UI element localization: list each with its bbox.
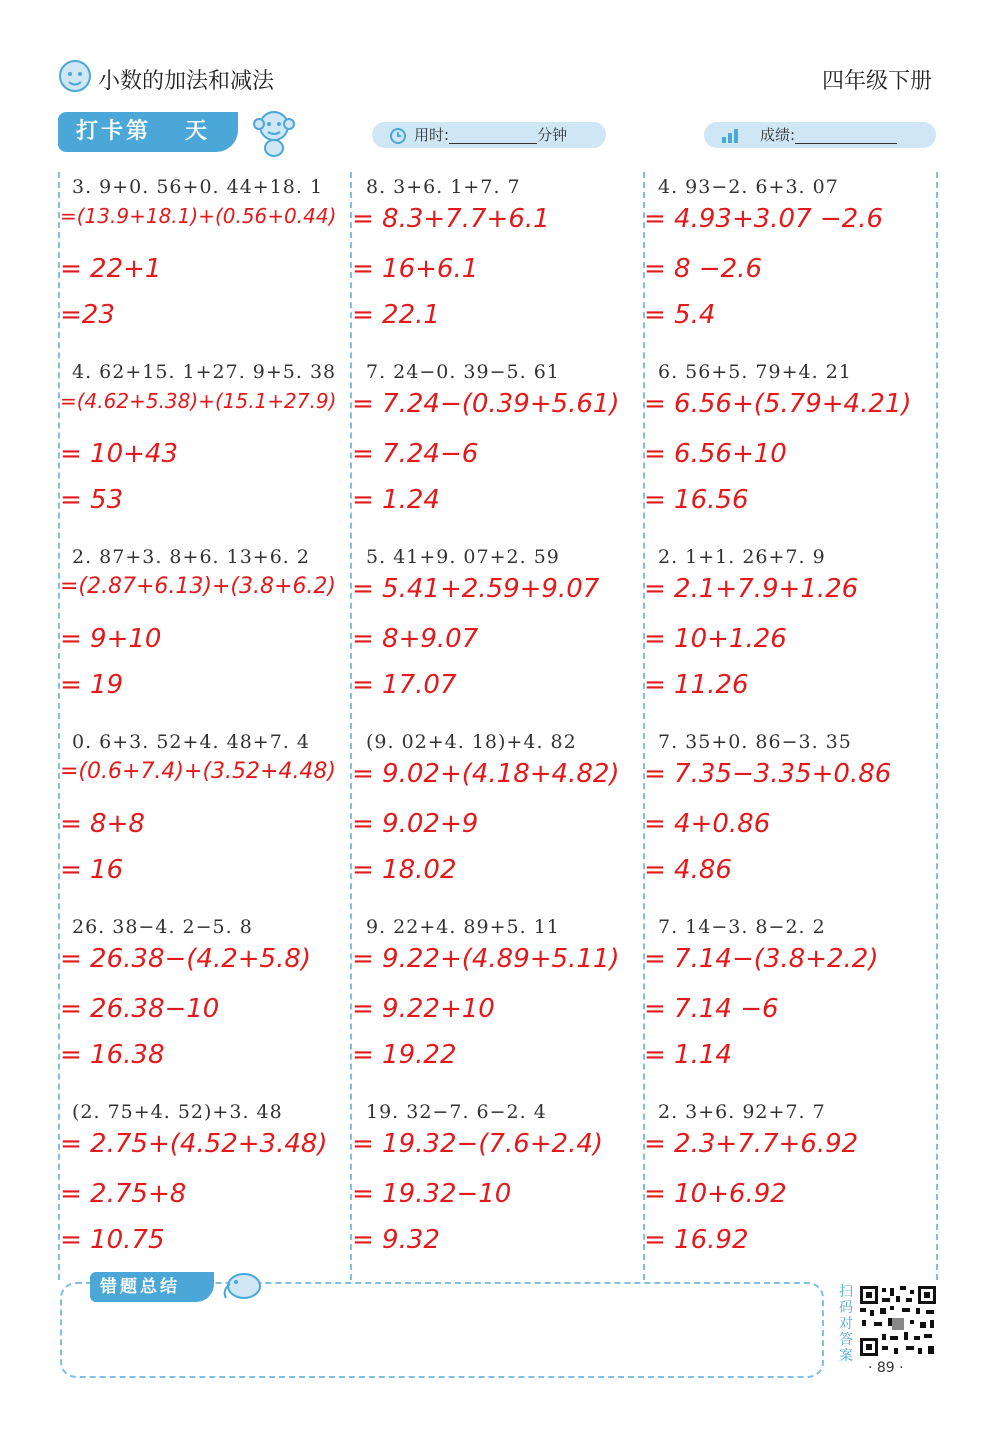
handwritten-step: = 19.32−10: [352, 1179, 512, 1209]
problem-item: [352, 916, 632, 1070]
handwritten-step: =(13.9+18.1)+(0.56+0.44): [60, 204, 337, 228]
column-divider: [936, 172, 938, 1280]
mistake-summary-label: 错题总结: [90, 1272, 214, 1302]
problem-item: [352, 361, 632, 515]
problem-item: [60, 546, 340, 700]
handwritten-step: = 26.38−10: [60, 994, 220, 1024]
checkin-label-suffix: 天: [185, 119, 211, 144]
problem-item: [60, 731, 340, 885]
handwritten-step: = 7.35−3.35+0.86: [644, 759, 892, 789]
handwritten-step: = 4.93+3.07 −2.6: [644, 204, 884, 234]
handwritten-step: = 6.56+(5.79+4.21): [644, 389, 912, 419]
handwritten-step: = 19: [60, 670, 124, 700]
handwritten-step: = 9.22+10: [352, 994, 495, 1024]
handwritten-step: = 7.14 −6: [644, 994, 779, 1024]
handwritten-step: = 5.4: [644, 300, 716, 330]
handwritten-step: = 4+0.86: [644, 809, 771, 839]
handwritten-step: = 18.02: [352, 855, 457, 885]
handwritten-step: = 16.92: [644, 1225, 749, 1255]
handwritten-step: = 10.75: [60, 1225, 165, 1255]
problem-question: 5. 41+9. 07+2. 59: [366, 546, 560, 568]
problem-question: 2. 3+6. 92+7. 7: [658, 1101, 826, 1123]
problem-question: 0. 6+3. 52+4. 48+7. 4: [72, 731, 310, 753]
handwritten-step: = 1.14: [644, 1040, 732, 1070]
handwritten-step: = 7.24−6: [352, 439, 479, 469]
problem-item: [644, 361, 924, 515]
handwritten-step: = 10+43: [60, 439, 179, 469]
problem-question: 3. 9+0. 56+0. 44+18. 1: [72, 176, 324, 198]
handwritten-step: = 22+1: [60, 254, 162, 284]
handwritten-step: =(2.87+6.13)+(3.8+6.2): [60, 574, 337, 599]
handwritten-step: = 10+1.26: [644, 624, 787, 654]
problem-question: 2. 1+1. 26+7. 9: [658, 546, 826, 568]
handwritten-step: = 8 −2.6: [644, 254, 762, 284]
problem-item: [60, 916, 340, 1070]
handwritten-step: = 16.38: [60, 1040, 165, 1070]
monkey-icon: [246, 104, 302, 158]
qr-label: 扫码对答案: [839, 1284, 853, 1364]
elephant-icon: [218, 1266, 266, 1302]
problem-item: [644, 731, 924, 885]
score-blank: [795, 128, 897, 144]
problem-question: 7. 14−3. 8−2. 2: [658, 916, 826, 938]
time-unit: 分钟: [537, 126, 568, 144]
problem-question: 4. 93−2. 6+3. 07: [658, 176, 839, 198]
handwritten-step: = 9+10: [60, 624, 162, 654]
qr-code-icon[interactable]: [858, 1284, 938, 1358]
handwritten-step: = 9.02+9: [352, 809, 479, 839]
problem-item: [60, 361, 340, 515]
handwritten-step: = 2.75+(4.52+3.48): [60, 1129, 328, 1159]
problem-question: 7. 35+0. 86−3. 35: [658, 731, 852, 753]
score-field: [704, 122, 936, 148]
problem-question: 4. 62+15. 1+27. 9+5. 38: [72, 361, 337, 383]
problem-item: [352, 731, 632, 885]
handwritten-step: =(4.62+5.38)+(15.1+27.9): [60, 389, 337, 413]
problem-question: 8. 3+6. 1+7. 7: [366, 176, 521, 198]
handwritten-step: = 7.14−(3.8+2.2): [644, 944, 879, 974]
handwritten-step: = 5.41+2.59+9.07: [352, 574, 600, 604]
problem-item: [60, 1101, 340, 1255]
problem-question: 26. 38−4. 2−5. 8: [72, 916, 253, 938]
handwritten-step: = 16: [60, 855, 124, 885]
handwritten-step: = 16.56: [644, 485, 749, 515]
checkin-label-prefix: 打卡第: [76, 119, 152, 144]
handwritten-step: = 16+6.1: [352, 254, 479, 284]
grade-label: 四年级下册: [821, 69, 932, 94]
handwritten-step: = 11.26: [644, 670, 749, 700]
problem-item: [352, 1101, 632, 1255]
problem-question: (2. 75+4. 52)+3. 48: [72, 1101, 283, 1123]
handwritten-step: = 4.86: [644, 855, 732, 885]
problem-item: [644, 176, 924, 330]
problem-question: (9. 02+4. 18)+4. 82: [366, 731, 577, 753]
handwritten-step: = 22.1: [352, 300, 440, 330]
handwritten-step: = 19.32−(7.6+2.4): [352, 1129, 604, 1159]
problem-item: [352, 176, 632, 330]
handwritten-step: = 17.07: [352, 670, 457, 700]
problem-item: [644, 1101, 924, 1255]
handwritten-step: = 8+8: [60, 809, 145, 839]
handwritten-step: =(0.6+7.4)+(3.52+4.48): [60, 759, 337, 784]
problem-question: 2. 87+3. 8+6. 13+6. 2: [72, 546, 310, 568]
problem-item: [60, 176, 340, 330]
time-field: [372, 122, 606, 148]
problem-item: [644, 916, 924, 1070]
handwritten-step: = 9.02+(4.18+4.82): [352, 759, 620, 789]
checkin-tab: [58, 112, 238, 152]
handwritten-step: = 19.22: [352, 1040, 457, 1070]
handwritten-step: = 9.32: [352, 1225, 440, 1255]
clock-icon: [388, 126, 408, 144]
problem-item: [644, 546, 924, 700]
handwritten-step: = 2.1+7.9+1.26: [644, 574, 859, 604]
handwritten-step: =23: [60, 300, 115, 330]
handwritten-step: = 7.24−(0.39+5.61): [352, 389, 620, 419]
handwritten-step: = 53: [60, 485, 124, 515]
handwritten-step: = 2.75+8: [60, 1179, 187, 1209]
handwritten-step: = 9.22+(4.89+5.11): [352, 944, 620, 974]
page-title: 小数的加法和减法: [98, 69, 275, 94]
problem-question: 19. 32−7. 6−2. 4: [366, 1101, 547, 1123]
handwritten-step: = 26.38−(4.2+5.8): [60, 944, 312, 974]
handwritten-step: = 8.3+7.7+6.1: [352, 204, 550, 234]
problem-question: 6. 56+5. 79+4. 21: [658, 361, 852, 383]
page-number: · 89 ·: [868, 1360, 904, 1376]
score-label: 成绩:: [760, 126, 796, 144]
problem-question: 7. 24−0. 39−5. 61: [366, 361, 560, 383]
handwritten-step: = 10+6.92: [644, 1179, 787, 1209]
time-label: 用时:: [414, 126, 450, 144]
handwritten-step: = 2.3+7.7+6.92: [644, 1129, 859, 1159]
chart-icon: [720, 126, 740, 144]
problem-question: 9. 22+4. 89+5. 11: [366, 916, 560, 938]
time-blank: [449, 128, 537, 144]
problem-item: [352, 546, 632, 700]
lion-logo-icon: [58, 58, 92, 94]
handwritten-step: = 1.24: [352, 485, 440, 515]
handwritten-step: = 8+9.07: [352, 624, 479, 654]
handwritten-step: = 6.56+10: [644, 439, 787, 469]
